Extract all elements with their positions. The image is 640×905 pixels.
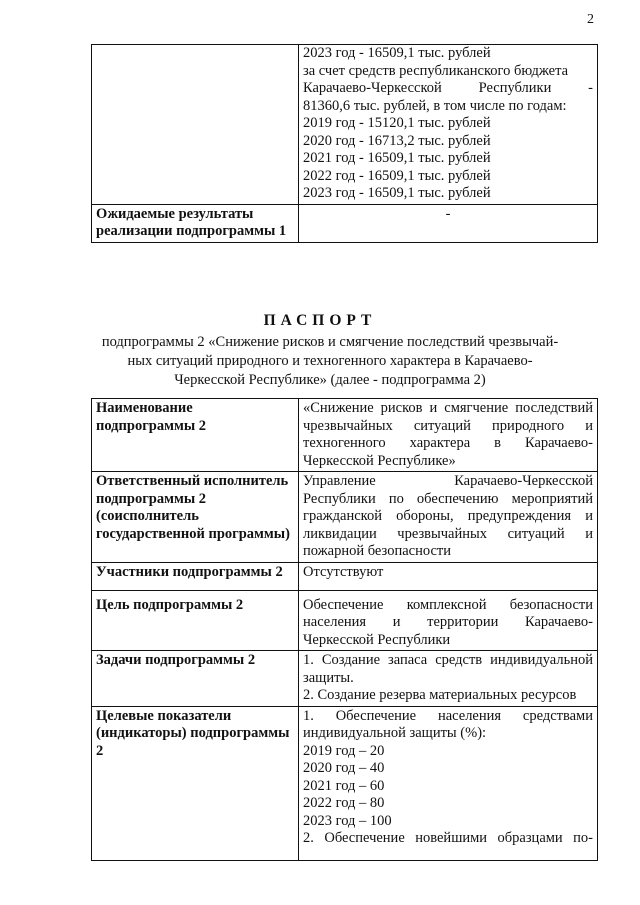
funding-value-cell	[299, 45, 598, 205]
expected-results-row	[92, 204, 598, 242]
funding-line: 2020 год - 16713,2 тыс. рублей	[303, 132, 491, 149]
indicator-line: 1. Обеспечение населения средствами индивидуальной защиты (%):	[303, 707, 593, 741]
row-value	[299, 706, 598, 860]
task-line: 1. Создание запаса средств индивидуальной защиты.	[303, 652, 593, 686]
row-value: Отсутствуют	[299, 562, 598, 590]
row-value: Обеспечение комплексной безопасности населения и территории Карачаево-Черкесской Республики	[299, 590, 598, 651]
row-label: Цель подпрограммы 2	[92, 590, 299, 651]
continuation-table	[91, 44, 598, 243]
row-label: Участники подпрограммы 2	[92, 562, 299, 590]
row-value: «Снижение рисков и смягчение последствий чрезвычайных ситуаций природного и техногенного характера в Карачаево-Черкесской Республике»	[299, 399, 598, 472]
funding-line: 2022 год - 16509,1 тыс. рублей	[303, 167, 491, 184]
funding-line: 2021 год - 16509,1 тыс. рублей	[303, 150, 491, 166]
indicator-line: 2020 год – 40	[303, 760, 385, 776]
row-label: Целевые показатели (индикаторы) подпрограммы 2	[92, 706, 299, 860]
indicator-line: 2. Обеспечение новейшими образцами по-	[303, 830, 593, 846]
funding-line: за счет средств республиканского бюджета	[303, 62, 569, 79]
expected-results-value: -	[299, 204, 598, 242]
passport-table	[91, 398, 598, 861]
funding-line: 2023 год - 16509,1 тыс. рублей	[303, 45, 491, 61]
expected-results-label: Ожидаемые результаты реализации подпрограммы 1	[92, 204, 299, 242]
task-line: 2. Создание резерва материальных ресурсов	[303, 687, 577, 703]
funding-line: Карачаево-Черкесской Республики -	[303, 80, 593, 96]
indicator-line: 2023 год – 100	[303, 812, 392, 829]
row-label: Наименование подпрограммы 2	[92, 399, 299, 472]
funding-row	[92, 45, 598, 205]
passport-row-name	[92, 399, 598, 472]
passport-row-goal	[92, 590, 598, 651]
indicator-line: 2021 год – 60	[303, 777, 385, 794]
page-number: 2	[587, 12, 594, 27]
indicator-line: 2019 год – 20	[303, 742, 385, 759]
funding-label-cell	[92, 45, 299, 205]
funding-line: 2023 год - 16509,1 тыс. рублей	[303, 185, 491, 201]
funding-line: 81360,6 тыс. рублей, в том числе по годам:	[303, 97, 567, 114]
subtitle-line: подпрограммы 2 «Снижение рисков и смягчение последствий чрезвычай-	[101, 334, 559, 350]
passport-title: ПАСПОРТ	[263, 312, 377, 329]
row-value: Управление Карачаево-Черкесской Республики по обеспечению мероприятий гражданской обороны, предупреждения и ликвидации чрезвычайных ситуаций и пожарной безопасности	[299, 472, 598, 563]
row-label: Ответственный исполнитель подпрограммы 2 (соисполнитель государственной программы)	[92, 472, 299, 563]
passport-row-indicators	[92, 706, 598, 860]
passport-row-participants	[92, 562, 598, 590]
funding-line: 2019 год - 15120,1 тыс. рублей	[303, 115, 491, 131]
subtitle-line: ных ситуаций природного и техногенного характера в Карачаево-	[127, 353, 533, 369]
indicator-line: 2022 год – 80	[303, 795, 385, 811]
subtitle-line: Черкесской Республике» (далее - подпрограмма 2)	[174, 372, 486, 388]
row-value	[299, 651, 598, 707]
passport-row-executor	[92, 472, 598, 563]
passport-subtitle	[80, 333, 580, 390]
row-label: Задачи подпрограммы 2	[92, 651, 299, 707]
passport-row-tasks	[92, 651, 598, 707]
